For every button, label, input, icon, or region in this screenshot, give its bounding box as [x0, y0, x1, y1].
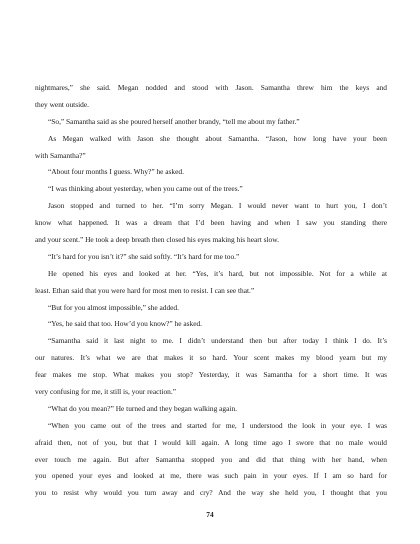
- text-line: you opened your eyes and looked at me, there was such pain in your eyes. If I am so hard for: [35, 471, 387, 481]
- text-line: As Megan walked with Jason she thought about Samantha. “Jason, how long have your been: [48, 133, 387, 143]
- text-line: they went outside.: [35, 99, 89, 109]
- text-line: our natures. It’s what we are that makes it so hard. Your scent makes my blood yearn but my: [35, 353, 387, 363]
- text-line: “Samantha said it last night to me. I didn’t understand then but after today I think I do. It’s: [48, 336, 387, 346]
- text-line: “What do you mean?” He turned and they began walking again.: [48, 403, 238, 413]
- text-line: you to resist why would you turn away and cry? And the way she held you, I thought that you: [35, 488, 387, 498]
- text-line: nightmares,” she said. Megan nodded and stood with Jason. Samantha threw him the keys and: [35, 83, 387, 92]
- text-line: “So,” Samantha said as she poured herself another brandy, “tell me about my father.”: [48, 116, 300, 126]
- text-line: “I was thinking about yesterday, when you came out of the trees.”: [48, 184, 243, 194]
- text-line: least. Ethan said that you were hard for most men to resist. I can see that.”: [35, 285, 255, 295]
- text-line: “Yes, he said that too. How’d you know?” he asked.: [48, 319, 203, 329]
- body-text: [35, 80, 387, 502]
- page-number: 74: [206, 510, 214, 519]
- text-line: Jason stopped and turned to her. “I’m sorry Megan. I would never want to hurt you, I don’t: [48, 201, 387, 211]
- text-line: “It’s hard for you isn’t it?” she said softly. “It’s hard for me too.”: [48, 251, 240, 261]
- text-line: “When you came out of the trees and started for me, I understood the look in your eye. I was: [48, 420, 387, 430]
- text-line: know what happened. It was a dream that I’d been having and when I saw you standing there: [35, 218, 387, 228]
- text-line: He opened his eyes and looked at her. “Yes, it’s hard, but not impossible. Not for a while at: [48, 268, 387, 278]
- text-line: afraid then, not of you, but that I would kill again. A long time ago I swore that no male would: [35, 437, 387, 447]
- text-line: fear makes me stop. What makes you stop? Yesterday, it was Samantha for a short time. It was: [35, 370, 387, 380]
- text-line: ever touch me again. But after Samantha stopped you and did that thing with her hand, when: [35, 454, 387, 464]
- text-line: and your scent.” He took a deep breath then closed his eyes making his heart slow.: [35, 235, 279, 245]
- text-line: very confusing for me, it still is, your reaction.”: [35, 387, 177, 397]
- text-line: “About four months I guess. Why?” he asked.: [48, 167, 184, 177]
- text-line: with Samantha?”: [35, 150, 86, 160]
- text-line: “But for you almost impossible,” she added.: [48, 302, 179, 312]
